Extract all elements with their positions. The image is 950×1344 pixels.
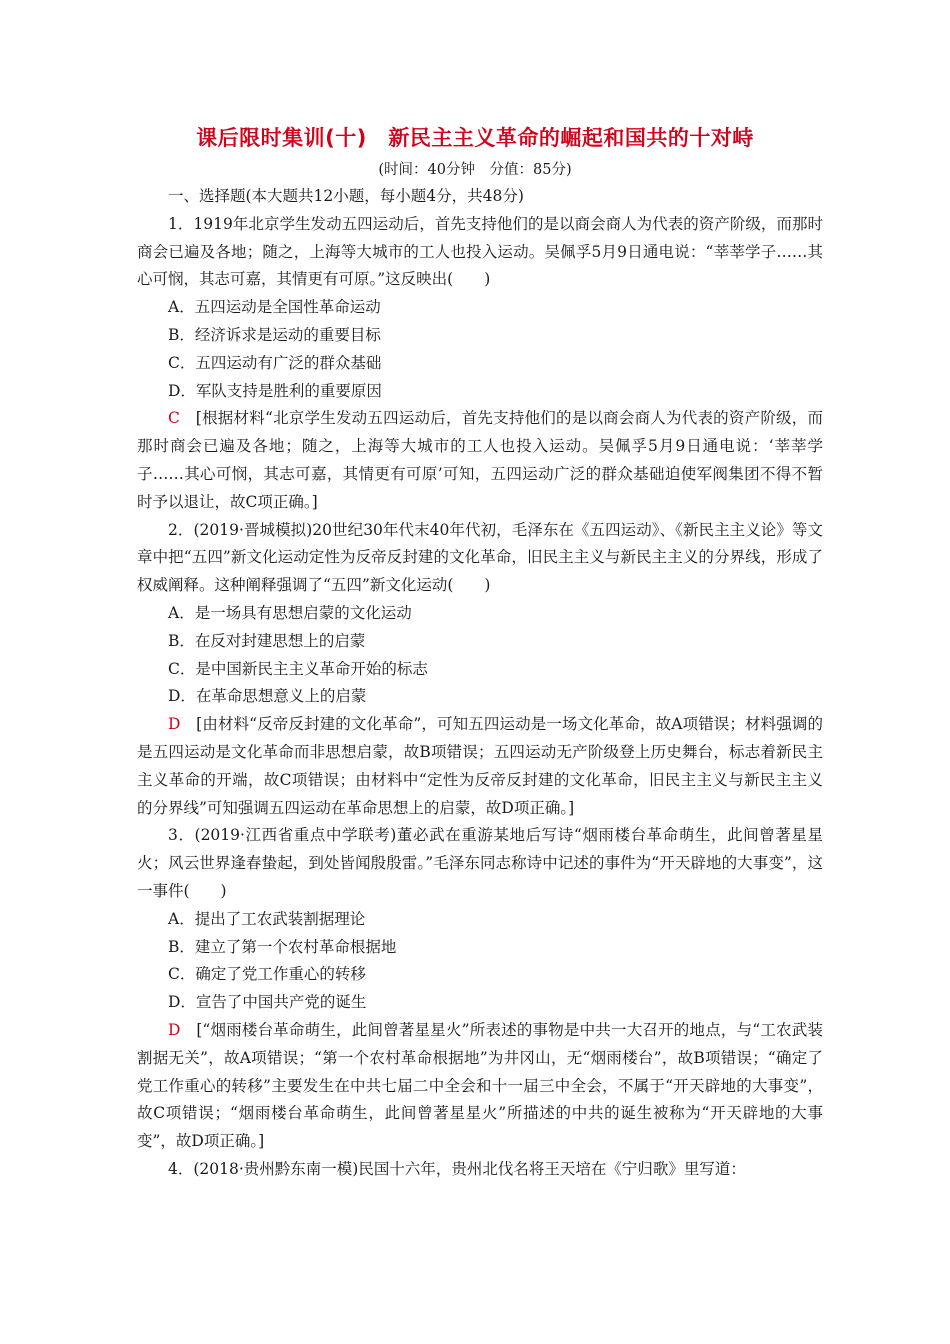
option-item: D．在革命思想意义上的启蒙 xyxy=(168,687,367,706)
question-stem: 1．1919年北京学生发动五四运动后，首先支持他们的是以商会商人为代表的资产阶级，而那时商会已遍及各地；随之，上海等大城市的工人也投入运动。吴佩孚5月9日通电说：“莘莘学子……其心可悯，其志可嘉，其情更有可原。”这反映出( ) xyxy=(137,214,823,289)
option-item: C．确定了党工作重心的转移 xyxy=(168,965,366,984)
page-title: 课后限时集训(十) 新民主主义革命的崛起和国共的十对峙 xyxy=(196,126,754,150)
document-body xyxy=(137,183,823,1184)
question-stem: 4．(2018·贵州黔东南一模)民国十六年，贵州北伐名将王天培在《宁归歌》里写道： xyxy=(168,1159,746,1178)
option-item: A．是一场具有思想启蒙的文化运动 xyxy=(168,603,412,622)
answer-explanation xyxy=(137,711,823,822)
option-item: D．宣告了中国共产党的诞生 xyxy=(168,993,367,1012)
option-item: B．建立了第一个农村革命根据地 xyxy=(168,937,397,956)
option-item: C．是中国新民主主义革命开始的标志 xyxy=(168,659,428,678)
option-item: A．提出了工农武装割据理论 xyxy=(168,909,366,928)
option-item: B．经济诉求是运动的重要目标 xyxy=(168,325,381,344)
option-item: C．五四运动有广泛的群众基础 xyxy=(168,353,382,372)
answer-key: D xyxy=(168,1020,181,1039)
explanation-text: [“烟雨楼台革命萌生，此间曾著星星火”所表述的事物是中共一大召开的地点，与“工农武装割据无关”，故A项错误；“第一个农村革命根据地”为井冈山，无“烟雨楼台”，故B项错误；“确定了党工作重心的转移”主要发生在中共七届二中全会和十一届三中全会，不属于“开天辟地的大事变”，故C项错误；“烟雨楼台革命萌生，此间曾著星星火”所描述的中共的诞生被称为“开天辟地的大事变”，故D项正确。] xyxy=(137,1020,823,1151)
answer-explanation xyxy=(137,405,823,516)
explanation-text: [由材料“反帝反封建的文化革命”，可知五四运动是一场文化革命，故A项错误；材料强调的是五四运动是文化革命而非思想启蒙，故B项错误；五四运动无产阶级登上历史舞台，标志着新民主主义革命的开端，故C项错误；由材料中“定性为反帝反封建的文化革命，旧民主主义与新民主主义的分界线”可知强调五四运动在革命思想上的启蒙，故D项正确。] xyxy=(137,715,823,817)
answer-key: C xyxy=(168,409,180,428)
option-item: B．在反对封建思想上的启蒙 xyxy=(168,631,366,650)
page-subtitle: (时间：40分钟 分值：85分) xyxy=(378,162,572,178)
section-heading: 一、选择题(本大题共12小题，每小题4分，共48分) xyxy=(168,187,524,205)
answer-explanation xyxy=(137,1017,823,1156)
option-item: A．五四运动是全国性革命运动 xyxy=(168,298,381,317)
answer-key: D xyxy=(168,715,181,734)
explanation-text: [根据材料“北京学生发动五四运动后，首先支持他们的是以商会商人为代表的资产阶级，而那时商会已遍及各地；随之，上海等大城市的工人也投入运动。吴佩孚5月9日通电说：‘莘莘学子……其心可悯，其志可嘉，其情更有可原’可知，五四运动广泛的群众基础迫使军阀集团不得不暂时予以退让，故C项正确。] xyxy=(137,409,823,511)
question-stem: 2．(2019·晋城模拟)20世纪30年代末40年代初，毛泽东在《五四运动》、《新民主主义论》等文章中把“五四”新文化运动定性为反帝反封建的文化革命，旧民主主义与新民主主义的分界线，形成了权威阐释。这种阐释强调了“五四”新文化运动( ) xyxy=(137,520,823,595)
option-item: D．军队支持是胜利的重要原因 xyxy=(168,381,382,400)
question-stem: 3．(2019·江西省重点中学联考)董必武在重游某地后写诗“烟雨楼台革命萌生，此间曾著星星火；风云世界逢春蛰起，到处皆闻殷殷雷。”毛泽东同志称诗中记述的事件为“开天辟地的大事变”，这一事件( ) xyxy=(137,826,823,900)
